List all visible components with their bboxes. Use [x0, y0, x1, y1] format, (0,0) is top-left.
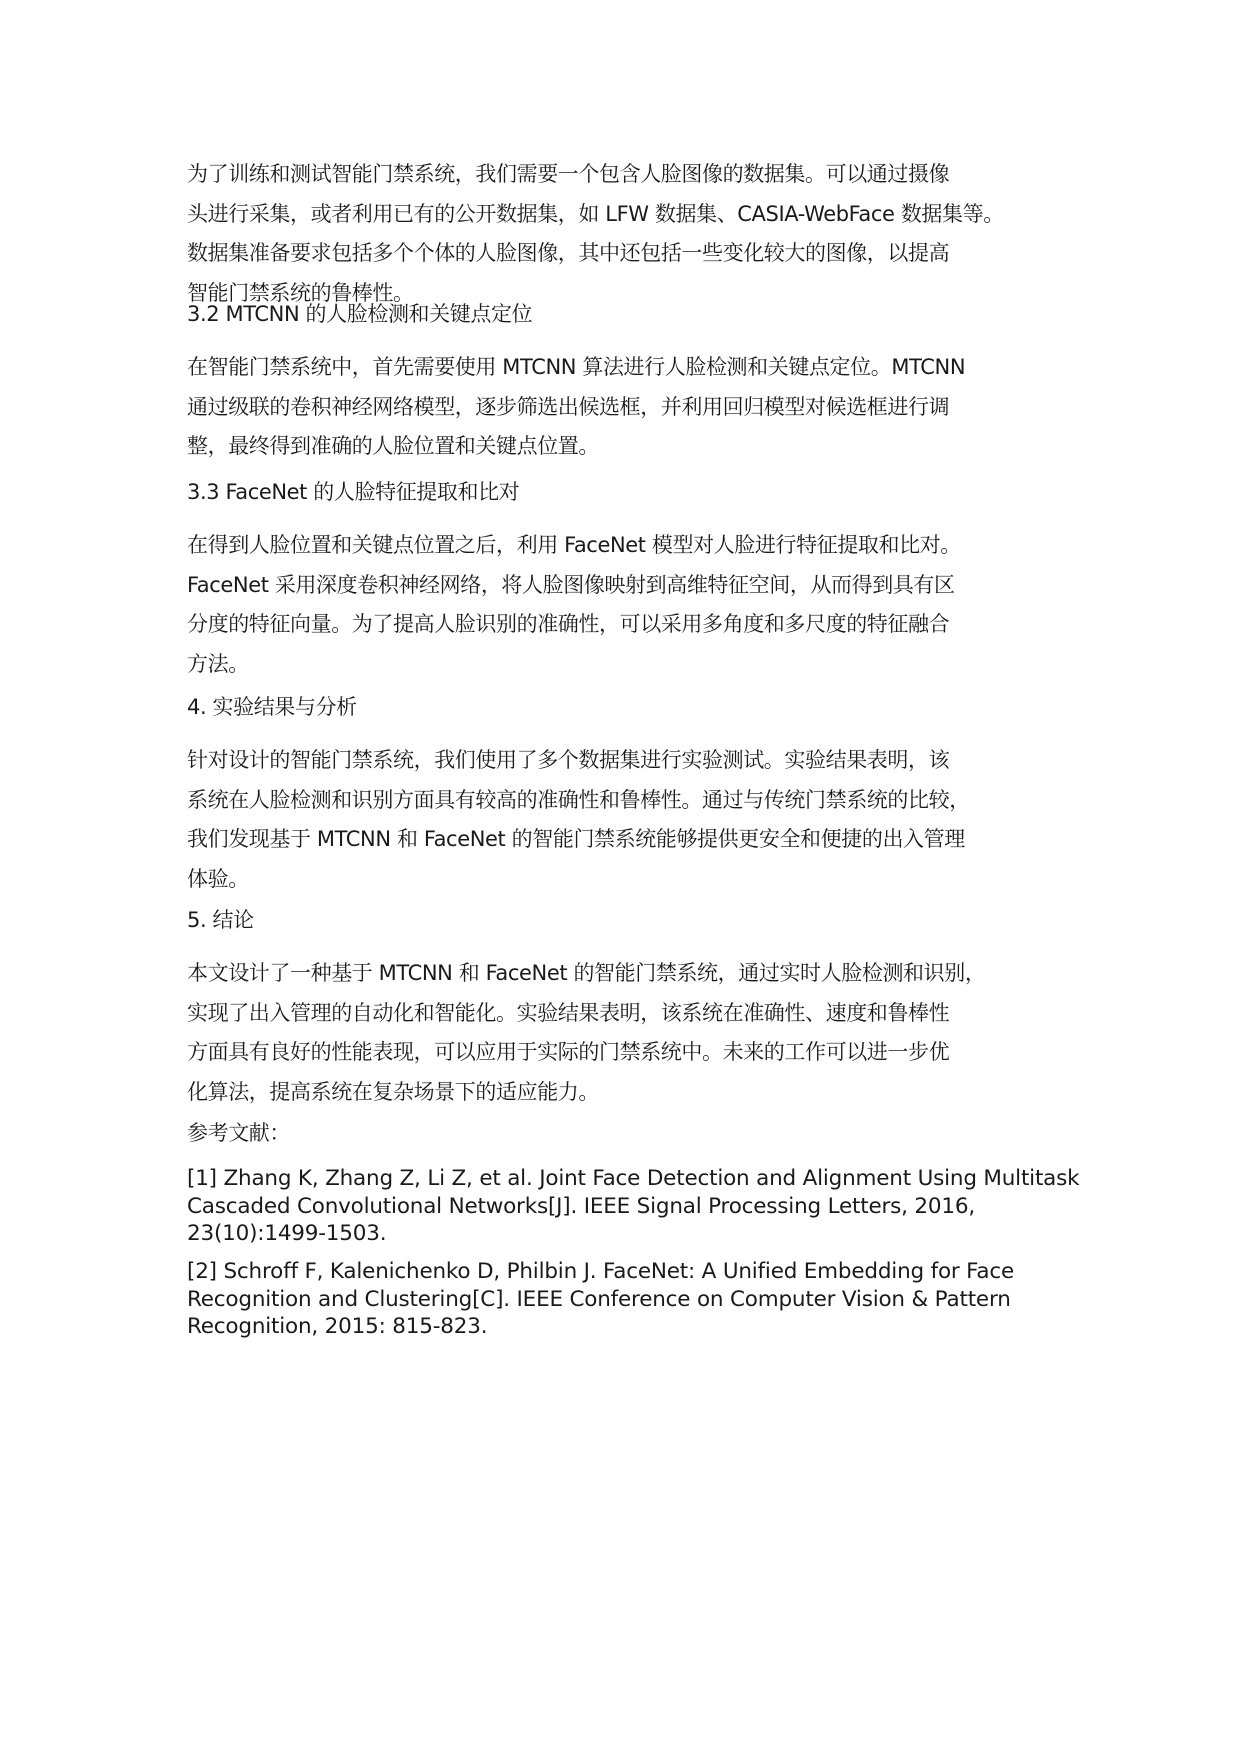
text-line: 通过级联的卷积神经网络模型，逐步筛选出候选框，并利用回归模型对候选框进行调	[187, 394, 950, 419]
text-line: 方面具有良好的性能表现，可以应用于实际的门禁系统中。未来的工作可以进一步优	[187, 1040, 950, 1064]
text-line: 智能门禁系统的鲁棒性。	[187, 280, 414, 305]
text-line: 头进行采集，或者利用已有的公开数据集，如 LFW 数据集、CASIA-WebFace 数据集等。	[187, 201, 1004, 226]
paragraph-mtcnn	[187, 348, 1087, 467]
reference-line: Cascaded Convolutional Networks[J]. IEEE Signal Processing Letters, 2016,	[187, 1193, 975, 1219]
text-line: 本文设计了一种基于 MTCNN 和 FaceNet 的智能门禁系统，通过实时人脸检测和识别，	[187, 961, 986, 985]
section-heading-3-2: 3.2 MTCNN 的人脸检测和关键点定位	[187, 302, 533, 326]
text-line: 在得到人脸位置和关键点位置之后，利用 FaceNet 模型对人脸进行特征提取和比对。	[187, 533, 961, 557]
reference-2	[187, 1258, 1087, 1341]
text-line: 体验。	[187, 866, 249, 891]
paragraph-facenet	[187, 526, 1087, 684]
reference-line: [2] Schroff F, Kalenichenko D, Philbin J. FaceNet: A Unified Embedding for Face	[187, 1259, 1014, 1284]
reference-1	[187, 1165, 1087, 1248]
references-heading: 参考文献：	[187, 1121, 290, 1145]
text-line: 系统在人脸检测和识别方面具有较高的准确性和鲁棒性。通过与传统门禁系统的比较，	[187, 787, 970, 812]
text-line: 化算法，提高系统在复杂场景下的适应能力。	[187, 1079, 599, 1104]
section-heading-3-3: 3.3 FaceNet 的人脸特征提取和比对	[187, 480, 520, 504]
paragraph-conclusion	[187, 954, 1087, 1112]
text-line: FaceNet 采用深度卷积神经网络，将人脸图像映射到高维特征空间，从而得到具有区	[187, 572, 955, 597]
text-line: 数据集准备要求包括多个个体的人脸图像，其中还包括一些变化较大的图像，以提高	[187, 241, 950, 265]
text-line: 针对设计的智能门禁系统，我们使用了多个数据集进行实验测试。实验结果表明，该	[187, 748, 950, 772]
text-line: 实现了出入管理的自动化和智能化。实验结果表明，该系统在准确性、速度和鲁棒性	[187, 1000, 950, 1025]
text-line: 为了训练和测试智能门禁系统，我们需要一个包含人脸图像的数据集。可以通过摄像	[187, 162, 950, 186]
paragraph-results	[187, 741, 1087, 899]
reference-line: Recognition, 2015: 815-823.	[187, 1314, 488, 1339]
text-line: 整，最终得到准确的人脸位置和关键点位置。	[187, 434, 599, 458]
section-heading-5: 5. 结论	[187, 908, 254, 932]
reference-line: 23(10):1499-1503.	[187, 1221, 387, 1246]
paragraph-dataset	[187, 155, 1087, 313]
reference-line: Recognition and Clustering[C]. IEEE Conference on Computer Vision & Pattern	[187, 1286, 1011, 1312]
text-line: 分度的特征向量。为了提高人脸识别的准确性，可以采用多角度和多尺度的特征融合	[187, 612, 950, 636]
text-line: 方法。	[187, 651, 249, 676]
text-line: 我们发现基于 MTCNN 和 FaceNet 的智能门禁系统能够提供更安全和便捷的出入管理	[187, 827, 965, 851]
reference-line: [1] Zhang K, Zhang Z, Li Z, et al. Joint Face Detection and Alignment Using Multitask	[187, 1166, 1080, 1191]
text-line: 在智能门禁系统中，首先需要使用 MTCNN 算法进行人脸检测和关键点定位。MTCNN	[187, 355, 966, 379]
section-heading-4: 4. 实验结果与分析	[187, 695, 357, 719]
